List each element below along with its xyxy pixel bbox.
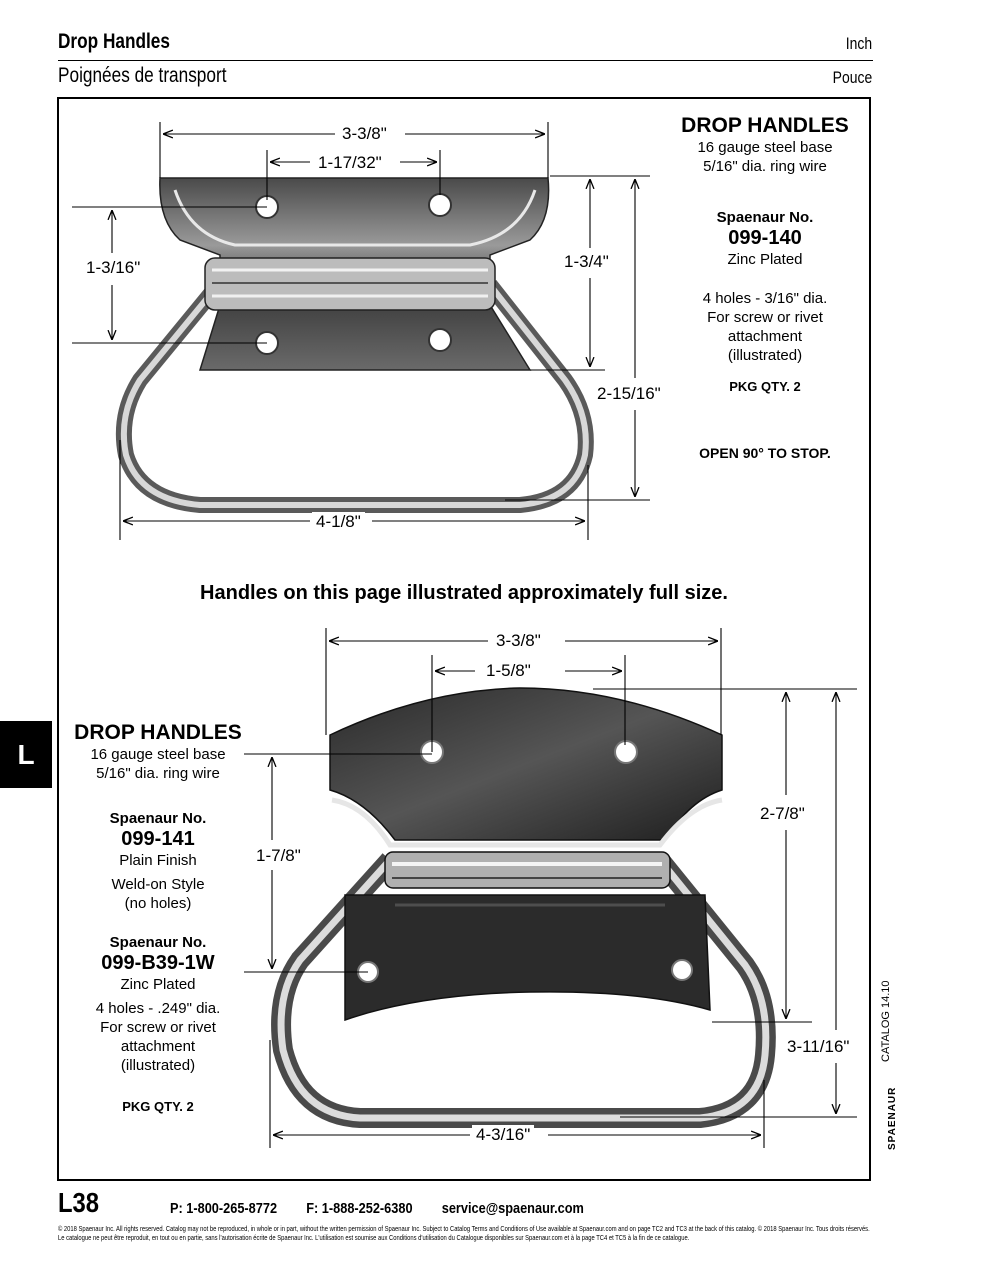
product2-holes1: 4 holes - .249" dia. (95, 1000, 221, 1017)
footer-fax[interactable]: F: 1-888-252-6380 (306, 1200, 413, 1217)
product1-spec1: 16 gauge steel base (697, 139, 833, 156)
dim2-hole-spacing: 1-5/8" (482, 661, 535, 681)
catalog-version: CATALOG 14.10 (880, 980, 892, 1062)
product1-holes4: (illustrated) (727, 347, 803, 364)
footer-phone[interactable]: P: 1-800-265-8772 (170, 1200, 278, 1217)
product1-title: DROP HANDLES (681, 114, 849, 137)
product2-style-a2: (no holes) (124, 895, 192, 912)
product2-holes3: attachment (120, 1038, 196, 1055)
product1-pkg: PKG QTY. 2 (729, 379, 801, 394)
footer-contact (170, 1200, 584, 1217)
legal-notice: © 2018 Spaenaur Inc. All rights reserved. Catalog may not be reproduced, in whole or in part, without the written permission of Spaenaur Inc. Subject to Catalog Terms and Conditions of Use available at Spaenaur.com and on page TC2 and TC3 at the back of this catalog. © 2018 Spaenaur Inc. Tous droits réservés. Le catalogue ne peut être reproduit, en tout ou en partie, sans l'autorisation écrite de Spaenaur Inc. L'utilisation est soumise aux Conditions d'utilisation du Catalogue disponibles sur Spaenaur.com et à la page TC4 et TC5 à la fin de ce catalogue. (58, 1224, 870, 1242)
handle-099-B39-1W-image (281, 688, 766, 1118)
page-subtitle: Poignées de transport (58, 64, 227, 87)
footer-email[interactable]: service@spaenaur.com (441, 1200, 584, 1217)
product2-holes4: (illustrated) (120, 1057, 196, 1074)
dim-overall-height: 2-15/16" (593, 384, 665, 404)
product2-spaenaur-label-b: Spaenaur No. (109, 934, 207, 951)
product2-part-no-b: 099-B39-1W (101, 952, 215, 974)
product1-part-no: 099-140 (728, 227, 802, 249)
handle-099-140-image (124, 178, 586, 505)
dim-hole-vertical: 1-3/16" (82, 258, 144, 278)
dim-base-height: 1-3/4" (560, 252, 613, 272)
dim2-hole-vertical: 1-7/8" (252, 846, 305, 866)
product2-spec1: 16 gauge steel base (90, 746, 226, 763)
unit-label-fr: Pouce (832, 68, 872, 87)
product1-holes2: For screw or rivet (707, 309, 823, 326)
full-size-note: Handles on this page illustrated approximately full size. (200, 582, 728, 604)
product1-open: OPEN 90° TO STOP. (699, 445, 831, 461)
product2-pkg: PKG QTY. 2 (122, 1099, 194, 1114)
product1-finish: Zinc Plated (727, 251, 803, 268)
dim2-base-height: 2-7/8" (756, 804, 809, 824)
product2-title: DROP HANDLES (74, 721, 242, 744)
product1-spaenaur-label: Spaenaur No. (716, 209, 814, 226)
dim-handle-width: 4-1/8" (312, 512, 365, 532)
product2-part-no-a: 099-141 (121, 828, 195, 850)
product2-spec2: 5/16" dia. ring wire (96, 765, 220, 782)
dim-hole-spacing: 1-17/32" (314, 153, 386, 173)
dim-width: 3-3/8" (338, 124, 391, 144)
product2-info (58, 721, 258, 1114)
section-tab: L (0, 721, 52, 788)
product1-holes3: attachment (727, 328, 803, 345)
page-title: Drop Handles (58, 30, 170, 53)
product2-finish-a: Plain Finish (119, 852, 197, 869)
product2-spaenaur-label-a: Spaenaur No. (109, 810, 207, 827)
page-number: L38 (58, 1187, 100, 1218)
dim2-width: 3-3/8" (492, 631, 545, 651)
product2-finish-b: Zinc Plated (120, 976, 196, 993)
product2-style-a1: Weld-on Style (111, 876, 205, 893)
brand-logo: SPAENAUR (887, 1086, 898, 1150)
dim2-handle-width: 4-3/16" (472, 1125, 534, 1145)
product2-holes2: For screw or rivet (100, 1019, 216, 1036)
dim2-overall-height: 3-11/16" (783, 1037, 853, 1057)
unit-label: Inch (845, 34, 872, 53)
product1-spec2: 5/16" dia. ring wire (703, 158, 827, 175)
product1-info (660, 114, 870, 461)
product1-holes1: 4 holes - 3/16" dia. (702, 290, 828, 307)
